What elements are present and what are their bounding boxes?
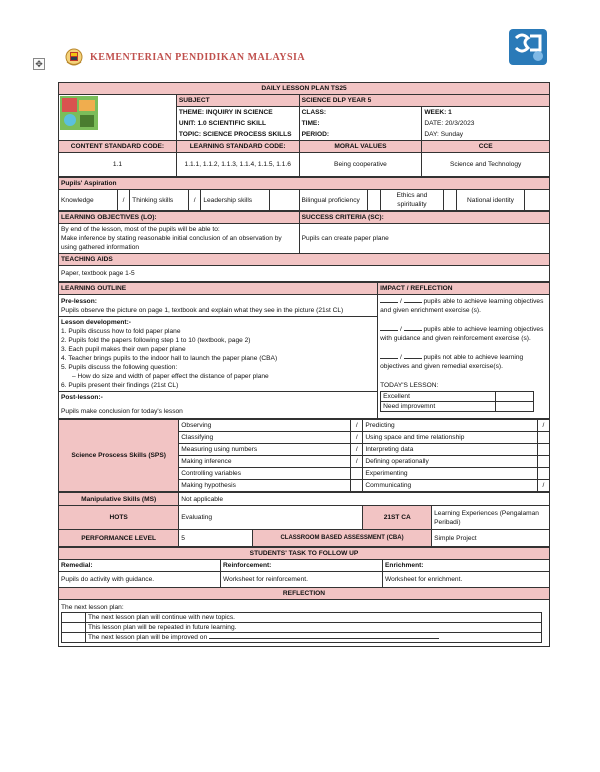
dev-label: Lesson development:- — [61, 319, 131, 326]
sps-inference: Making inference — [179, 456, 351, 468]
subject-label: SUBJECT — [176, 95, 299, 107]
plan-header-table — [58, 82, 550, 177]
aspiration-national: National identity — [456, 190, 525, 211]
aspiration-ethics: Ethics and spirituality — [380, 190, 444, 211]
remedial-label: Remedial: — [59, 560, 221, 572]
learning-outline-label: LEARNING OUTLINE — [59, 283, 378, 295]
date: DATE: 20/3/2023 — [422, 118, 550, 129]
post-lesson-text: Pupils make conclusion for today's lesson — [61, 408, 183, 415]
sps-table: Science Proscess Skills (SPS) Observing / Predicting / Classifying / Using space and time relationship Measuring using numbers / Interpreting data Making inference / Defining operationally Controlling variables Experimenting Making hypothesis Communicating / — [58, 419, 550, 492]
impact-3: pupils not able to achieve learning objectives and given remedial exercise(s). — [380, 354, 524, 370]
ministry-header — [64, 46, 305, 68]
todays-lesson-label: TODAY'S LESSON: — [380, 382, 439, 389]
sps-predicting: Predicting — [363, 420, 537, 432]
sc-label: SUCCESS CRITERIA (SC): — [299, 212, 549, 224]
sps-interpreting: Interpreting data — [363, 444, 537, 456]
rating-excellent: Excellent — [381, 392, 495, 402]
reflection-intro: The next lesson plan: — [61, 604, 124, 611]
lo-label: LEARNING OBJECTIVES (LO): — [59, 212, 300, 224]
time-label: TIME: — [299, 118, 422, 129]
pre-lesson-label: Pre-lesson: — [61, 298, 97, 305]
sps-measuring: Measuring using numbers — [179, 444, 351, 456]
reflection-checkbox-1[interactable] — [62, 613, 86, 623]
todays-lesson-rating — [380, 391, 534, 412]
aspiration-bilingual: Bilingual proficiency — [299, 190, 368, 211]
teaching-aids-text: Paper, textbook page 1-5 — [59, 266, 550, 282]
aspiration-tick-thinking: / — [189, 190, 201, 211]
reflection-option-1: The next lesson plan will continue with new topics. — [86, 613, 542, 623]
aspiration-tick-bilingual — [368, 190, 380, 211]
aspiration-tick-knowledge: / — [117, 190, 129, 211]
task-table — [58, 547, 550, 647]
dev-step-3: 3. Each pupil makes their own paper plane — [61, 346, 186, 353]
brand-logo-icon — [508, 28, 548, 66]
reflection-options — [61, 612, 542, 643]
ca-label: 21ST CA — [363, 506, 432, 530]
teaching-aids-label: TEACHING AIDS — [59, 254, 550, 266]
plan-title: DAILY LESSON PLAN TS25 — [59, 83, 550, 95]
impact-2: pupils able to achieve learning objectives with guidance and given reinforcement exercise (s). — [380, 326, 544, 342]
aspiration-thinking: Thinking skills — [130, 190, 189, 211]
dev-step-2: 2. Pupils fold the papers following step 1 to 10 (textbook, page 2) — [61, 337, 251, 344]
impact-label: IMPACT / REFLECTION — [378, 283, 550, 295]
class-label: CLASS: — [299, 107, 422, 119]
move-icon[interactable]: ✥ — [33, 58, 45, 70]
skills-table — [58, 492, 550, 547]
hots-label: HOTS — [59, 506, 179, 530]
ms-value: Not applicable — [179, 493, 550, 506]
sps-hypothesis: Making hypothesis — [179, 480, 351, 492]
impact-1: pupils able to achieve learning objectives and given enrichment exercise (s). — [380, 298, 544, 314]
rating-excellent-box[interactable] — [495, 392, 533, 402]
unit: UNIT: 1.0 SCIENTIFIC SKILL — [176, 118, 299, 129]
aspiration-label: Pupils' Aspiration — [59, 178, 550, 190]
ministry-name: KEMENTERIAN PENDIDIKAN MALAYSIA — [90, 51, 306, 63]
cba-value: Simple Project — [432, 530, 550, 547]
theme: THEME: INQUIRY IN SCIENCE — [176, 107, 299, 119]
dev-step-5-question: – How do size and width of paper effect the distance of paper plane — [61, 373, 269, 380]
topic: TOPIC: SCIENCE PROCESS SKILLS — [176, 129, 299, 141]
subject-image-cell — [59, 95, 177, 141]
week: WEEK: 1 — [422, 107, 550, 119]
sps-experimenting: Experimenting — [363, 468, 537, 480]
enrichment-label: Enrichment: — [383, 560, 550, 572]
sps-classifying: Classifying — [179, 432, 351, 444]
moral-value: Being cooperative — [299, 153, 422, 177]
aspiration-leadership: Leadership skills — [201, 190, 270, 211]
sps-communicating: Communicating — [363, 480, 537, 492]
learning-standard-code: 1.1.1, 1.1.2, 1.1.3, 1.1.4, 1.1.5, 1.1.6 — [176, 153, 299, 177]
objectives-table — [58, 211, 550, 282]
aspiration-tick-national — [525, 190, 550, 211]
learning-standard-header: LEARNING STANDARD CODE: — [176, 141, 299, 153]
lesson-plan-document — [58, 82, 550, 647]
crest-icon — [64, 46, 84, 68]
sps-label: Science Proscess Skills (SPS) — [59, 420, 179, 492]
remedial-text: Pupils do activity with guidance. — [59, 572, 221, 588]
enrichment-text: Worksheet for enrichment. — [383, 572, 550, 588]
aspiration-tick-leadership — [270, 190, 299, 211]
subject-illustration — [60, 96, 98, 130]
post-lesson-label: Post-lesson:- — [61, 394, 103, 401]
cba-label: CLASSROOM BASED ASSESSMENT (CBA) — [252, 530, 431, 547]
performance-label: PERFORMANCE LEVEL — [59, 530, 179, 547]
reflection-checkbox-3[interactable] — [62, 633, 86, 643]
aspiration-table — [58, 177, 550, 211]
rating-need-improvement-box[interactable] — [495, 402, 533, 412]
period-label: PERIOD: — [299, 129, 422, 141]
content-standard-code: 1.1 — [59, 153, 177, 177]
hots-value: Evaluating — [179, 506, 363, 530]
ca-value: Learning Experiences (Pengalaman Peribadi) — [432, 506, 550, 530]
cce-header: CCE — [422, 141, 550, 153]
reflection-option-2: This lesson plan will be repeated in future learning. — [86, 623, 542, 633]
reinforcement-label: Reinforcement: — [221, 560, 383, 572]
reflection-checkbox-2[interactable] — [62, 623, 86, 633]
subject-value: SCIENCE DLP YEAR 5 — [299, 95, 549, 107]
lo-text-2: Make inference by stating reasonable initial conclusion of an observation by using gathered information — [61, 235, 282, 251]
sps-observing: Observing — [179, 420, 351, 432]
reflection-option-3: The next lesson plan will be improved on — [88, 634, 208, 641]
aspiration-knowledge: Knowledge — [59, 190, 118, 211]
dev-step-5: 5. Pupils discuss the following question: — [61, 364, 178, 371]
pre-lesson-text: Pupils observe the picture on page 1, textbook and explain what they see in the picture (21st CL) — [61, 307, 344, 314]
sps-defining: Defining operationally — [363, 456, 537, 468]
aspiration-tick-ethics — [444, 190, 456, 211]
moral-values-header: MORAL VALUES — [299, 141, 422, 153]
dev-step-1: 1. Pupils discuss how to fold paper plane — [61, 328, 181, 335]
rating-need-improvement: Need improvemnt — [381, 402, 495, 412]
reflection-label: REFLECTION — [59, 588, 550, 600]
performance-value: 5 — [179, 530, 253, 547]
sc-text: Pupils can create paper plane — [299, 224, 549, 254]
content-standard-header: CONTENT STANDARD CODE: — [59, 141, 177, 153]
cce-value: Science and Technology — [422, 153, 550, 177]
lo-text-1: By end of the lesson, most of the pupils will be able to: — [61, 226, 220, 233]
sps-space-time: Using space and time relationship — [363, 432, 537, 444]
dev-step-6: 6. Pupils present their findings (21st CL) — [61, 382, 179, 389]
day: DAY: Sunday — [422, 129, 550, 141]
reinforcement-text: Worksheet for reinforcement. — [221, 572, 383, 588]
task-label: STUDENTS' TASK TO FOLLOW UP — [59, 548, 550, 560]
ms-label: Manipulative Skills (MS) — [59, 493, 179, 506]
sps-controlling: Controlling variables — [179, 468, 351, 480]
dev-step-4: 4. Teacher brings pupils to the indoor hall to launch the paper plane (CBA) — [61, 355, 278, 362]
outline-table: LEARNING OUTLINE IMPACT / REFLECTION Pre-lesson: Pupils observe the picture on page 1, textbook and explain what they see in the picture (21st CL) Lesson development:- 1. Pupils discuss how to fold paper plane 2. Pupils fold the papers following step 1 to 10 (textbook, page 2) 3. Each pupil makes their own paper plane 4. Teacher brings pupils to the indoor hall to launch the paper plane (CBA) 5. Pupils discuss the following question: – How do size and width of paper effect the distance of paper plane 6. Pupils present their findings (21st CL) Post-lesson:- Pupils make conclusion for today's lesson / pupils able to achieve learning objectives and given enrichment exercise (s). / pupils able to achieve learning objectives with guidance and given reinforcement exercise (s). / pupils not able to achieve learning objectives and given remedial exercise(s). TODAY'S LESSON: Excellent Need improvemnt — [58, 282, 550, 419]
